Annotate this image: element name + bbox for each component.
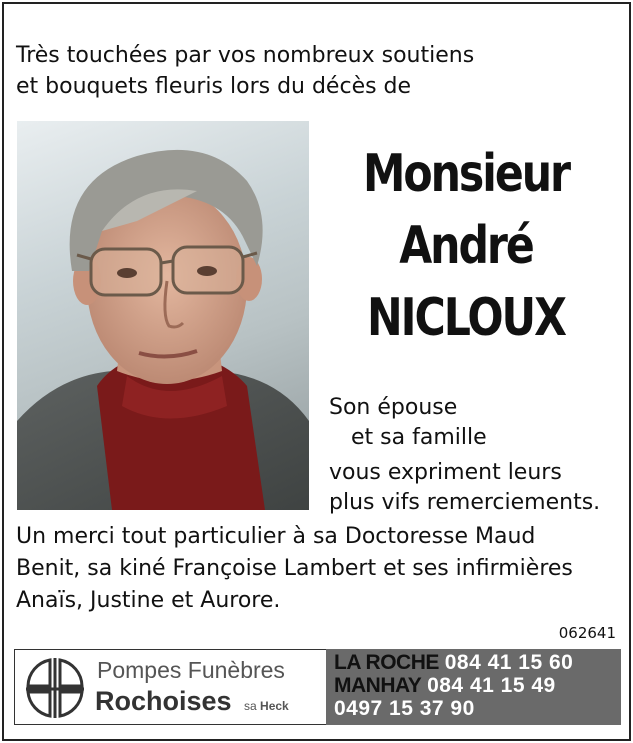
contact-panel — [326, 649, 621, 725]
special-line-2: Benit, sa kiné Françoise Lambert et ses infirmières — [16, 556, 573, 581]
special-line-3: Anaïs, Justine et Aurore. — [16, 588, 281, 613]
contact-phone: 0497 15 37 90 — [334, 697, 475, 720]
intro-line-1: Très touchées par vos nombreux soutiens — [16, 43, 475, 68]
contact-row — [334, 651, 573, 675]
contact-phone: 084 41 15 60 — [444, 651, 574, 674]
contact-row — [334, 697, 475, 721]
name-title: Monsieur — [363, 144, 569, 204]
intro-line-2: et bouquets fleuris lors du décès de — [16, 74, 412, 99]
funeral-home-banner — [14, 649, 621, 725]
special-line-1: Un merci tout particulier à sa Doctoresse Maud — [16, 524, 536, 549]
contact-row — [334, 674, 556, 698]
thanks-line-1: vous expriment leurs — [329, 460, 562, 485]
family-line-2: et sa famille — [351, 425, 487, 450]
name-first: André — [399, 216, 533, 276]
family-text — [329, 393, 487, 453]
brand-suffix-sa: sa — [244, 699, 257, 713]
special-thanks-text — [16, 521, 621, 617]
reference-number: 062641 — [558, 624, 616, 642]
thanks-text — [329, 458, 600, 518]
brand-line-2: Rochoises — [95, 686, 232, 716]
cross-circle-logo-icon — [24, 656, 86, 720]
portrait-photo — [17, 121, 309, 510]
name-last: NICLOUX — [367, 288, 565, 348]
portrait-illustration — [17, 121, 309, 510]
contact-place: MANHAY — [334, 674, 422, 697]
intro-text — [16, 40, 474, 102]
contact-phone: 084 41 15 49 — [427, 674, 556, 697]
brand-suffix-name: Heck — [260, 699, 289, 713]
brand-suffix — [244, 699, 289, 713]
family-line-1: Son épouse — [329, 395, 458, 420]
thanks-line-2: plus vifs remerciements. — [329, 490, 601, 515]
contact-place: LA ROCHE — [334, 651, 439, 674]
deceased-name — [351, 138, 581, 354]
brand-line-1: Pompes Funèbres — [97, 657, 285, 683]
